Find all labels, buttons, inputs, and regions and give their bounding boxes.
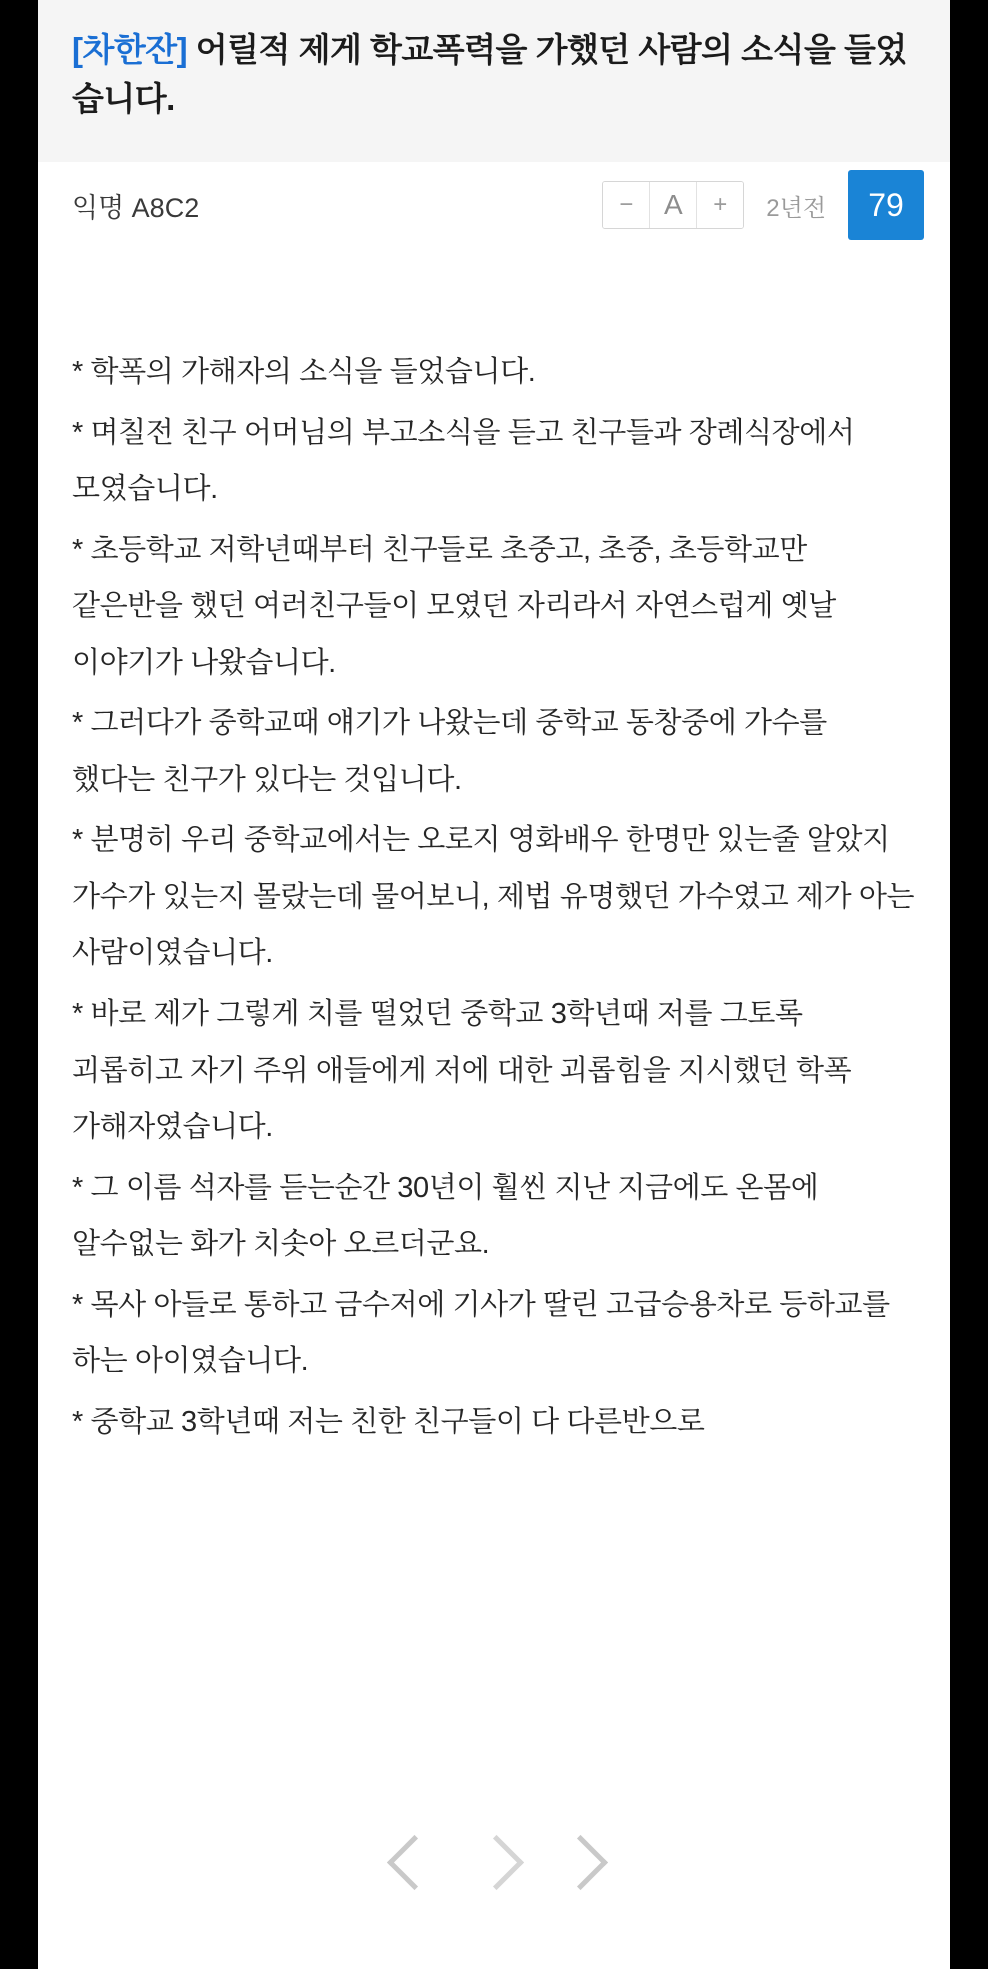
comment-count-badge[interactable]: 79 [848, 170, 924, 240]
article-body [38, 248, 950, 1450]
body-paragraph: * 초등학교 저학년때부터 친구들로 초중고, 초중, 초등학교만 같은반을 했던 여러친구들이 모였던 자리라서 자연스럽게 옛날 이야기가 나왔습니다. [72, 533, 836, 679]
page-title [72, 26, 916, 124]
article-container [38, 0, 950, 1969]
body-paragraph: * 바로 제가 그렇게 치를 떨었던 중학교 3학년때 저를 그토록 괴롭히고 자기 주위 애들에게 저에 대한 괴롭힘을 지시했던 학폭 가해자였습니다. [72, 998, 852, 1144]
font-size-icon: A [649, 182, 697, 228]
body-paragraph: * 분명히 우리 중학교에서는 오로지 영화배우 한명만 있는줄 알았지 가수가 있는지 몰랐는데 물어보니, 제법 유명했던 가수였고 제가 아는 사람이였습니다. [72, 824, 915, 970]
body-paragraph: * 학폭의 가해자의 소식을 들었습니다. [72, 356, 536, 388]
article-meta-row [38, 162, 950, 248]
article-header [38, 0, 950, 162]
chevron-left-icon [387, 1835, 433, 1913]
swipe-hint-overlay [38, 1835, 950, 1913]
body-paragraph: * 목사 아들로 통하고 금수저에 기사가 딸린 고급승용차로 등하교를 하는 아이였습니다. [72, 1288, 890, 1378]
author-name: 익명 A8C2 [72, 192, 200, 223]
body-paragraph: * 그 이름 석자를 듣는순간 30년이 훨씬 지난 지금에도 온몸에 알수없는 화가 치솟아 오르더군요. [72, 1171, 819, 1261]
font-decrease-button[interactable]: − [603, 182, 649, 228]
chevron-right-icon [555, 1835, 601, 1913]
body-paragraph: * 며칠전 친구 어머님의 부고소식을 듣고 친구들과 장례식장에서 모였습니다. [72, 416, 855, 506]
body-paragraph: * 중학교 3학년때 저는 친한 친구들이 다 다른반으로 [72, 1405, 705, 1438]
font-increase-button[interactable]: + [697, 182, 743, 228]
post-date: 2년전 [766, 194, 826, 222]
title-tag: [차한잔] [72, 31, 188, 68]
chevron-right-icon [471, 1835, 517, 1913]
body-paragraph: * 그러다가 중학교때 얘기가 나왔는데 중학교 동창중에 가수를 했다는 친구가 있다는 것입니다. [72, 707, 827, 796]
title-rest: 어릴적 제게 학교폭력을 가했던 사람의 소식을 들었습니다. [72, 31, 907, 117]
font-size-control[interactable] [602, 181, 744, 229]
